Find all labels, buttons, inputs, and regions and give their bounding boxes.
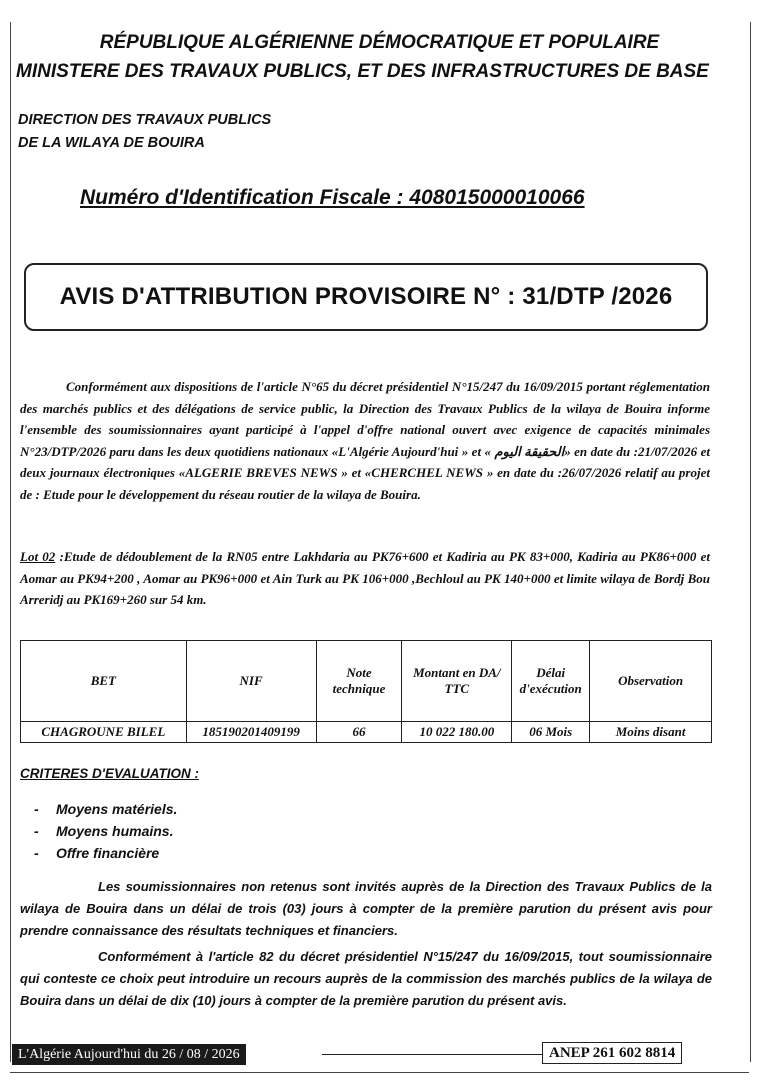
lot-description: :Etude de dédoublement de la RN05 entre Lakhdaria au PK76+600 et Kadiria au PK 83+000, Kadiria au PK86+000 et Aomar au PK94+200 , Aomar au PK96+000 et Ain Turk au PK 106+000 ,Bechloul au PK 140+000 et limite wilaya de Bordj Bou Arreridj au PK169+260 sur 54 km. bbox=[20, 549, 710, 607]
col-header-bet: BET bbox=[21, 641, 187, 722]
cell-delay: 06 Mois bbox=[512, 722, 590, 743]
criteria-list bbox=[34, 798, 177, 864]
criteria-title: CRITERES D'EVALUATION : bbox=[20, 766, 199, 781]
lot-paragraph bbox=[20, 546, 710, 611]
col-header-observation: Observation bbox=[590, 641, 712, 722]
cell-nif: 185190201409199 bbox=[186, 722, 316, 743]
award-table bbox=[20, 640, 712, 743]
col-header-amount: Montant en DA/ TTC bbox=[402, 641, 512, 722]
cell-amount: 10 022 180.00 bbox=[402, 722, 512, 743]
bottom-divider bbox=[10, 1072, 749, 1073]
col-header-delay: Délai d'exécution bbox=[512, 641, 590, 722]
list-item: - Moyens humains. bbox=[34, 820, 177, 842]
republic-heading: RÉPUBLIQUE ALGÉRIENNE DÉMOCRATIQUE ET POPULAIRE bbox=[99, 32, 660, 53]
lot-label: Lot 02 bbox=[20, 549, 56, 564]
table-header-row bbox=[21, 641, 712, 722]
table-row bbox=[21, 722, 712, 743]
cell-note: 66 bbox=[316, 722, 402, 743]
cell-observation: Moins disant bbox=[590, 722, 712, 743]
closing-paragraph-1: Les soumissionnaires non retenus sont invités auprès de la Direction des Travaux Publics de la wilaya de Bouira dans un délai de trois (03) jours à compter de la première parution du présent avis pour prendre connaissance des résultats techniques et financiers. bbox=[20, 879, 712, 938]
direction-line-2: DE LA WILAYA DE BOUIRA bbox=[18, 135, 205, 151]
col-header-nif: NIF bbox=[186, 641, 316, 722]
footer-divider bbox=[322, 1054, 542, 1055]
list-item: - Offre financière bbox=[34, 842, 177, 864]
notice-title-box bbox=[24, 263, 708, 331]
closing-paragraph-2: Conformément à l'article 82 du décret présidentiel N°15/247 du 16/09/2015, tout soumissionnaire qui conteste ce choix peut introduire un recours auprès de la commission des marchés publics de la wilaya de Bouira dans un délai de dix (10) jours à compter de la première parution du présent avis. bbox=[20, 949, 712, 1008]
publication-label: L'Algérie Aujourd'hui du 26 / 08 / 2026 bbox=[12, 1044, 246, 1065]
cell-bet: CHAGROUNE BILEL bbox=[21, 722, 187, 743]
anep-reference: ANEP 261 602 8814 bbox=[542, 1042, 682, 1064]
notice-title: AVIS D'ATTRIBUTION PROVISOIRE N° : 31/DTP /2026 bbox=[59, 283, 673, 310]
list-item: - Moyens matériels. bbox=[34, 798, 177, 820]
col-header-note: Note technique bbox=[316, 641, 402, 722]
direction-line-1: DIRECTION DES TRAVAUX PUBLICS bbox=[18, 112, 272, 128]
ministry-heading: MINISTERE DES TRAVAUX PUBLICS, ET DES INFRASTRUCTURES DE BASE bbox=[16, 61, 709, 82]
intro-paragraph: Conformément aux dispositions de l'article N°65 du décret présidentiel N°15/247 du 16/09/2015 portant réglementation des marchés publics et des délégations de service public, la Direction des Travaux Publics de la wilaya de Bouira informe l'ensemble des soumissionnaires ayant participé à l'appel d'offre national ouvert avec exigence de capacités minimales N°23/DTP/2026 paru dans les deux quotidiens nationaux «L'Algérie Aujourd'hui » et « الحقيقة اليوم» en date du :21/07/2026 et deux journaux électroniques «ALGERIE BREVES NEWS » et «CHERCHEL NEWS » en date du :26/07/2026 relatif au projet de : Etude pour le développement du réseau routier de la wilaya de Bouira. bbox=[20, 379, 710, 502]
fiscal-id: Numéro d'Identification Fiscale : 408015000010066 bbox=[80, 186, 585, 209]
